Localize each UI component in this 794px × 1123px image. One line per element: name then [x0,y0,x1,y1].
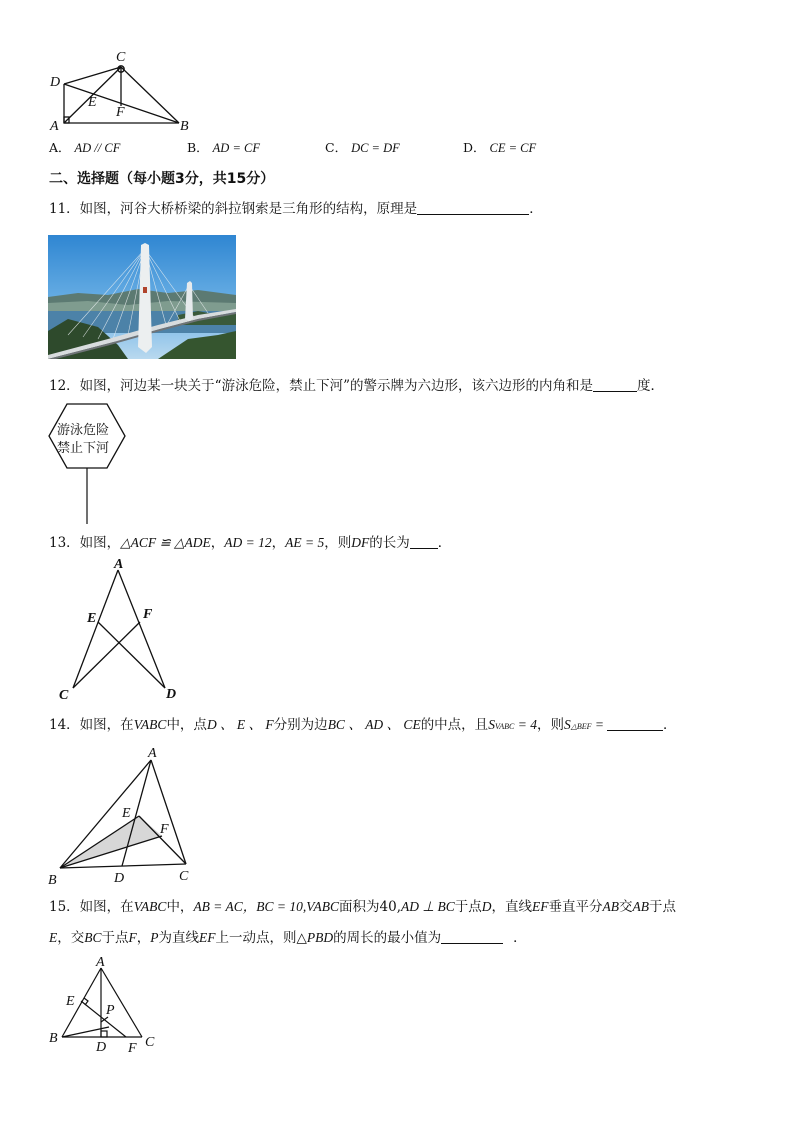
q10-label-E: E [88,95,97,110]
q15-l1-i: ，直线 [491,899,533,915]
q14-s-bef-eq: = [594,717,605,732]
q14-s-abc-symbol: S [488,717,495,732]
q15-answer-blank[interactable] [441,929,503,944]
q15-l1-g: 于点 [454,899,482,915]
question-11 [49,200,543,218]
option-c-text: DC = DF [351,141,400,155]
q13-answer-blank[interactable] [410,534,438,549]
q15-l2-a: E [49,930,58,945]
question-15-line-2 [49,929,527,947]
q13-label-C: C [59,688,69,703]
q15-l2-f: ， [136,930,151,946]
question-12 [49,377,664,395]
q13-end: ． [437,535,452,551]
q14-label-E: E [122,806,131,821]
q15-l2-i: EF [199,930,216,945]
sign-text-line-1: 游泳危险 [57,423,110,438]
q15-l2-c: BC [84,930,102,945]
option-c-letter: C． [325,140,348,155]
q13-sep-1: ， [210,535,225,551]
q14-pts: D 、 E 、 F [206,717,274,732]
q13-label-D: D [166,687,177,702]
q15-l2-g: P [150,930,159,945]
q15-l1-l: AB [602,899,620,914]
q15-l1-e: 面积为40, [339,899,402,915]
q13-prefix: 13．如图， [49,535,121,551]
q13-congruence: △ACF ≌ △ADE [120,535,211,550]
q14-label-F: F [160,822,169,837]
q15-l1-c: 中， [166,899,194,915]
q14-s-bef-symbol: S [563,717,571,732]
q10-label-D: D [50,75,61,90]
q15-label-E: E [66,994,75,1009]
option-d-letter: D． [463,140,486,155]
q13-sep-2: ， [271,535,286,551]
q14-prefix: 14．如图，在 [49,717,134,733]
option-a[interactable] [49,138,120,156]
q15-label-P: P [106,1003,115,1018]
q13-label-F: F [143,607,153,622]
q15-l1-d: AB = AC，BC = 10,VABC [193,899,340,914]
q14-edges: BC 、 AD 、 CE [327,717,421,732]
q12-answer-blank[interactable] [593,377,637,392]
q11-text: 11．如图，河谷大桥桥梁的斜拉钢索是三角形的结构，原理是 [49,201,418,217]
q15-label-B: B [49,1031,58,1046]
q14-label-C: C [179,869,189,884]
q14-tri: VABC [133,717,167,732]
q15-l2-b: ，交 [57,930,85,946]
q15-l2-m: ． [513,930,527,946]
q15-l1-a: 15．如图，在 [49,899,134,915]
q14-s-bef [564,717,604,732]
q12-text: 12．如图，河边某一块关于“游泳危险，禁止下河”的警示牌为六边形，该六边形的内角和是 [49,378,593,394]
q10-label-C: C [116,50,126,65]
q15-label-A: A [96,955,105,970]
q15-l1-h: D [481,899,492,914]
q10-label-A: A [50,119,59,134]
q13-label-E: E [87,611,97,626]
q11-end: ． [529,201,543,217]
sign-text-line-2: 禁止下河 [57,441,110,456]
q13-mid: ，则 [324,535,352,551]
option-d[interactable] [463,138,536,156]
q13-suffix: 的长为 [369,535,410,551]
q13-ad: AD = 12 [224,535,272,550]
q14-label-D: D [114,871,125,886]
q15-l2-k: PBD [306,930,334,945]
q10-figure [44,48,204,134]
q10-label-F: F [116,105,125,120]
q15-label-F: F [128,1041,137,1054]
q14-s-bef-sub: △BEF [570,722,592,731]
option-b-letter: B． [187,140,209,155]
option-c[interactable] [325,138,400,156]
question-13 [49,534,451,552]
q14-mid2: 分别为边 [273,717,328,733]
q12-end: 度． [636,378,664,394]
q11-answer-blank[interactable] [417,200,529,215]
question-15-line-1 [49,898,676,916]
q15-l1-n: AB [632,899,650,914]
q14-s-abc-val: = 4 [517,717,537,732]
q14-mid1: 中，点 [166,717,207,733]
option-a-letter: A． [49,140,71,155]
q15-label-C: C [145,1035,155,1050]
q15-l1-b: VABC [133,899,167,914]
q14-mid3: 的中点，且 [420,717,489,733]
q13-label-A: A [114,557,124,572]
q14-label-A: A [148,746,157,761]
q14-end: ． [663,717,677,733]
q13-df: DF [351,535,370,550]
q13-ae: AE = 5 [285,535,325,550]
option-b-text: AD = CF [212,141,260,155]
q14-answer-blank[interactable] [607,716,663,731]
q14-s-abc [488,717,537,732]
q14-figure [44,744,204,888]
q15-l2-h: 为直线 [158,930,200,946]
q15-l1-m: 交 [619,899,633,915]
q15-l1-f: AD ⊥ BC [401,899,455,914]
q10-label-B: B [180,119,189,134]
q14-s-abc-sub: VABC [494,722,515,731]
q15-l2-d: 于点 [101,930,129,946]
q14-label-B: B [48,873,57,888]
question-14 [49,716,677,736]
q15-l2-j: 上一动点，则△ [215,930,307,946]
q15-l1-o: 于点 [649,899,677,915]
bridge-photo [48,235,236,359]
q15-label-D: D [96,1040,107,1054]
option-d-text: CE = CF [489,141,537,155]
option-a-text: AD // CF [74,141,121,155]
q13-figure [55,556,185,704]
q15-l2-e: F [128,930,137,945]
q15-figure [44,954,164,1054]
q14-mid4: ，则 [536,717,564,733]
section-title: 二、选择题（每小题3分，共15分） [49,171,275,187]
q15-l1-j: EF [532,899,549,914]
q15-l2-l: 的周长的最小值为 [333,930,442,946]
option-b[interactable] [187,138,260,156]
q15-l1-k: 垂直平分 [548,899,603,915]
